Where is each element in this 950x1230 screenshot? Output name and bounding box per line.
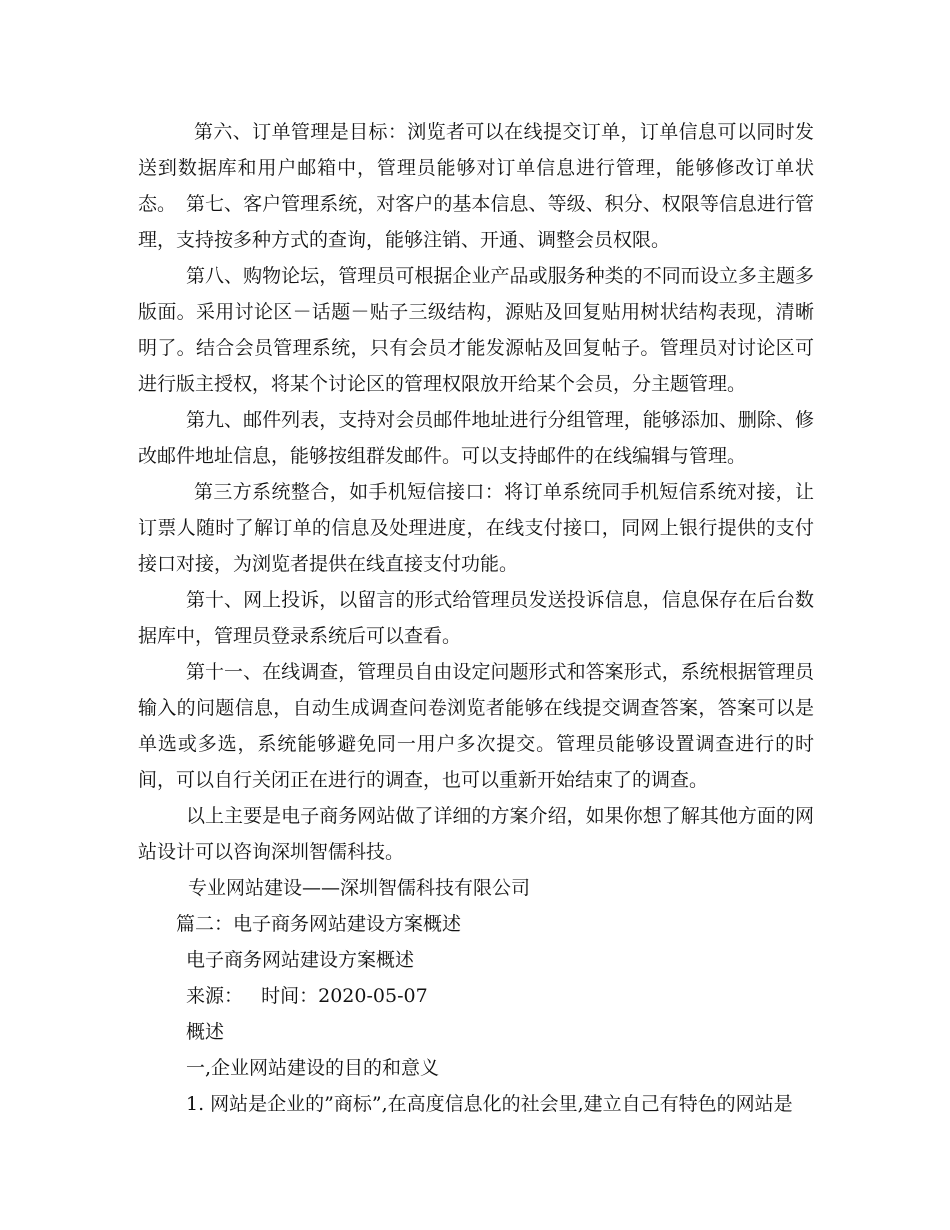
paragraph-order-management: 第六、订单管理是目标：浏览者可以在线提交订单，订单信息可以同时发送到数据库和用户邮箱中，管理员能够对订单信息进行管理，能够修改订单状态。: [138, 121, 814, 215]
paragraph-online-complaints: 第十、网上投诉，以留言的形式给管理员发送投诉信息，信息保存在后台数据库中，管理员登录系统后可以查看。: [138, 589, 814, 647]
paragraph-shopping-forum: 第八、购物论坛，管理员可根据企业产品或服务种类的不同而设立多主题多版面。采用讨论区－话题－贴子三级结构，源贴及回复贴用树状结构表现，清晰明了。结合会员管理系统，只有会员才能发源帖及回复帖子。管理员对讨论区可进行版主授权，将某个讨论区的管理权限放开给某个会员，分主题管理。: [138, 265, 814, 395]
list-item-one: 1. 网站是企业的”商标”,在高度信息化的社会里,建立自己有特色的网站是: [186, 1093, 793, 1115]
paragraph-customer-management: 第七、客户管理系统，对客户的基本信息、等级、积分、权限等信息进行管理，支持按多种方式的查询，能够注销、开通、调整会员权限。: [138, 193, 814, 251]
company-line: 专业网站建设——深圳智儒科技有限公司: [188, 877, 531, 899]
paragraph-online-survey: 第十一、在线调查，管理员自由设定问题形式和答案形式，系统根据管理员输入的问题信息，自动生成调查问卷浏览者能够在线提交调查答案，答案可以是单选或多选，系统能够避免同一用户多次提交。管理员能够设置调查进行的时间，可以自行关闭正在进行的调查，也可以重新开始结束了的调查。: [138, 661, 814, 791]
part-two-heading: 篇二：电子商务网站建设方案概述: [176, 913, 462, 935]
overview-heading: 概述: [186, 1021, 225, 1043]
paragraph-mailing-list: 第九、邮件列表，支持对会员邮件地址进行分组管理，能够添加、删除、修改邮件地址信息，能够按组群发邮件。可以支持邮件的在线编辑与管理。: [138, 409, 814, 467]
paragraph-third-party-integration: 第三方系统整合，如手机短信接口：将订单系统同手机短信系统对接，让订票人随时了解订单的信息及处理进度，在线支付接口，同网上银行提供的支付接口对接，为浏览者提供在线直接支付功能。: [138, 481, 814, 575]
document-title: 电子商务网站建设方案概述: [186, 949, 415, 971]
source-time-line: 来源： 时间：2020-05-07: [186, 985, 428, 1007]
paragraph-summary: 以上主要是电子商务网站做了详细的方案介绍，如果你想了解其他方面的网站设计可以咨询深圳智儒科技。: [138, 805, 814, 863]
section-one-heading: 一,企业网站建设的目的和意义: [186, 1057, 440, 1079]
